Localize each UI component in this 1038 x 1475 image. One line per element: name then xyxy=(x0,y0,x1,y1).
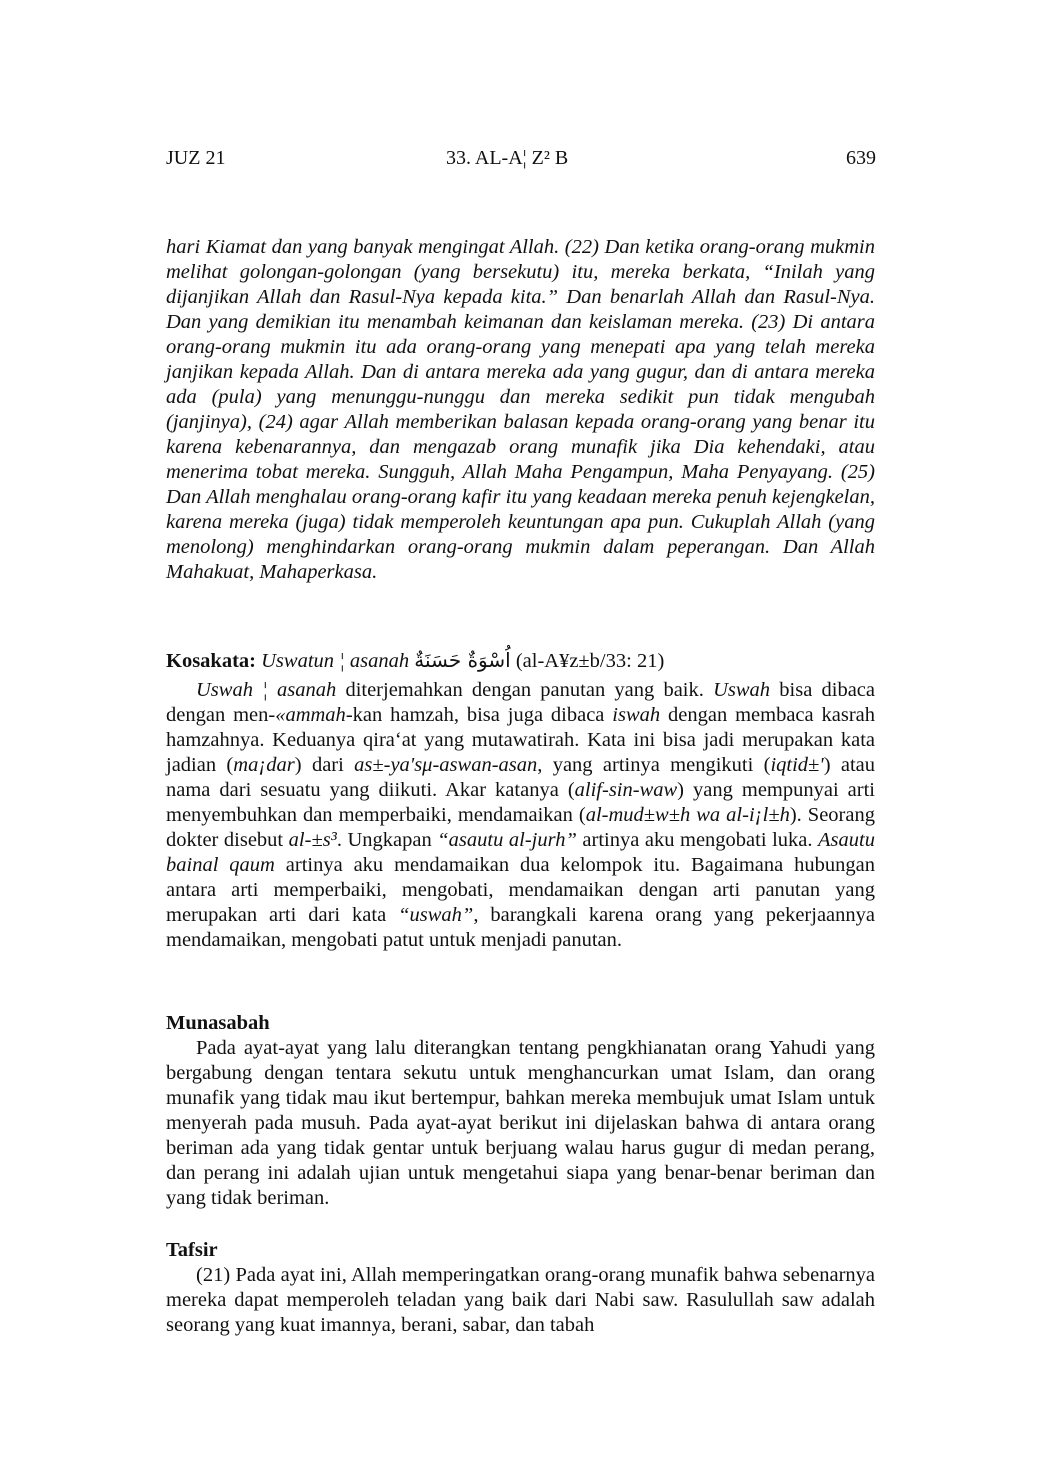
kosakata-label: Kosakata: xyxy=(166,650,256,672)
surah-title: 33. AL-A¦ Z² B xyxy=(446,147,569,169)
text-span: ) yang mempunyai arti menyembuhkan dan memperbaiki, mendamaikan ( xyxy=(166,779,875,826)
text-span: bisa dibaca dengan men- xyxy=(166,679,875,726)
term-mudawah: al-mud±w±h wa al-i¡l±h xyxy=(585,804,790,826)
text-span: ). Seorang dokter disebut xyxy=(166,804,875,851)
text-span: , barangkali karena orang yang pekerjaannya mendamaikan, mengobati patut untuk menjadi panutan. xyxy=(166,904,875,951)
text-span: dengan membaca kasrah hamzahnya. Keduanya qira‘at yang mutawatirah. Kata ini bisa jadi merupakan kata jadian ( xyxy=(166,704,875,776)
kosakata-term: Uswatun ¦ asanah xyxy=(261,650,410,672)
kosakata-reference: (al-A¥z±b/33: 21) xyxy=(515,650,665,672)
tafsir-heading: Tafsir xyxy=(166,1239,218,1261)
kosakata-arabic: اُسْوَةٌ حَسَنَةٌ xyxy=(414,648,511,672)
juz-label: JUZ 21 xyxy=(166,147,226,169)
term-root-letters: alif-sin-waw xyxy=(574,779,678,801)
kosakata-paragraph xyxy=(166,678,875,953)
kosakata-section xyxy=(166,648,875,953)
text-span: ) atau nama dari sesuatu yang diikuti. Akar katanya ( xyxy=(166,754,875,801)
term-asi: al-±s³ xyxy=(288,829,337,851)
text-span: , yang artinya mengikuti ( xyxy=(537,754,771,776)
tafsir-section xyxy=(166,1238,875,1338)
term-dammah: «ammah xyxy=(275,704,346,726)
term-iswah: iswah xyxy=(612,704,661,726)
munasabah-heading: Munasabah xyxy=(166,1012,270,1034)
text-span: . Ungkapan xyxy=(336,829,438,851)
text-span: diterjemahkan dengan panutan yang baik. xyxy=(336,679,714,701)
tafsir-paragraph: (21) Pada ayat ini, Allah memperingatkan orang-orang munafik bahwa sebenarnya mereka dapat memperoleh teladan yang baik dari Nabi saw. Rasulullah saw adalah seorang yang kuat imannya, berani, sabar, dan tabah xyxy=(166,1264,875,1336)
text-span: artinya aku mengobati luka. xyxy=(576,829,819,851)
term-masdar: ma¡dar xyxy=(233,754,295,776)
term-root-forms: as±-ya'sμ-aswan-asan xyxy=(354,754,538,776)
verse-translation: hari Kiamat dan yang banyak mengingat Allah. (22) Dan ketika orang-orang mukmin melihat golongan-golongan (yang bersekutu) itu, mereka berkata, “Inilah yang dijanjikan Allah dan Rasul-Nya kepada kita.” Dan benarlah Allah dan Rasul-Nya. Dan yang demikian itu menambah keimanan dan keislaman mereka. (23) Di antara orang-orang mukmin itu ada orang-orang yang menepati apa yang telah mereka janjikan kepada Allah. Dan di antara mereka ada yang gugur, dan di antara mereka ada (pula) yang menunggu-nunggu dan mereka sedikit pun tidak mengubah (janjinya), (24) agar Allah memberikan balasan kepada orang-orang yang benar itu karena kebenarannya, dan mengazab orang munafik jika Dia kehendaki, atau menerima tobat mereka. Sungguh, Allah Maha Pengampun, Maha Penyayang. (25) Dan Allah menghalau orang-orang kafir itu yang keadaan mereka penuh kejengkelan, karena mereka (juga) tidak memperoleh keuntungan apa pun. Cukuplah Allah (yang menolong) menghindarkan orang-orang mukmin dalam peperangan. Dan Allah Mahakuat, Mahaperkasa. xyxy=(166,236,875,583)
term-uswah-hasanah: Uswah ¦ asanah xyxy=(196,679,337,701)
text-span: -kan hamzah, bisa juga dibaca xyxy=(345,704,613,726)
term-asautu-jurh: “asautu al-jurh” xyxy=(437,829,577,851)
term-uswah-quoted: “uswah” xyxy=(398,904,474,926)
text-span: ) dari xyxy=(294,754,355,776)
page-number: 639 xyxy=(846,147,876,169)
munasabah-section xyxy=(166,1011,875,1211)
term-iqtida: iqtid±' xyxy=(770,754,824,776)
text-span: artinya aku mendamaikan dua kelompok itu. Bagaimana hubungan antara arti memperbaiki, mengobati, mendamaikan dengan arti panutan yang merupakan arti dari kata xyxy=(166,854,875,926)
term-asautu-qaum: Asautu bainal qaum xyxy=(166,829,875,876)
kosakata-title-line xyxy=(166,648,875,674)
munasabah-paragraph: Pada ayat-ayat yang lalu diterangkan tentang pengkhianatan orang Yahudi yang bergabung dengan tentara sekutu untuk menghancurkan umat Islam, dan orang munafik yang tidak mau ikut bertempur, bahkan mereka membujuk umat Islam untuk menyerah pada musuh. Pada ayat-ayat berikut ini dijelaskan bahwa di antara orang beriman ada yang tidak gentar untuk berjuang walau harus gugur di medan perang, dan perang ini adalah ujian untuk mengetahui siapa yang benar-benar beriman dan yang tidak beriman. xyxy=(166,1037,875,1209)
page-header xyxy=(166,147,876,175)
term-uswah: Uswah xyxy=(713,679,771,701)
